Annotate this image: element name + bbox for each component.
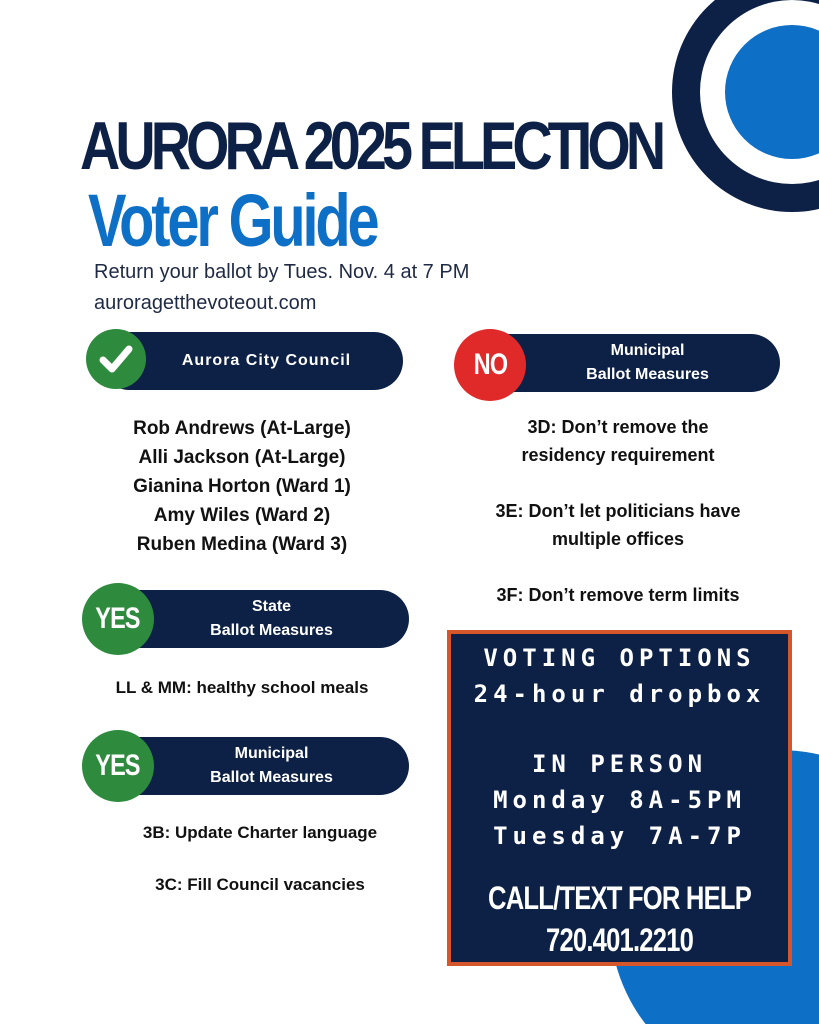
measure-item: LL & MM: healthy school meals: [115, 678, 369, 697]
municipal-no-label-line2: Ballot Measures: [586, 366, 709, 383]
yes-badge-text: YES: [95, 602, 141, 635]
help-phone-number: 720.401.2210: [546, 922, 693, 958]
city-council-label: Aurora City Council: [181, 352, 352, 369]
municipal-no-list: [458, 413, 778, 609]
municipal-yes-label-line2: Ballot Measures: [210, 769, 333, 786]
page-subtitle: Voter Guide: [88, 179, 377, 262]
candidate-item: Alli Jackson (At-Large): [138, 447, 346, 468]
yes-badge-municipal: [82, 730, 154, 802]
candidate-item: Ruben Medina (Ward 3): [136, 534, 348, 555]
monday-hours: Monday 8A-5PM: [493, 786, 746, 814]
page-title: AURORA 2025 ELECTION: [80, 108, 662, 184]
municipal-yes-list: [100, 820, 420, 898]
state-measures-list: [82, 673, 402, 702]
voting-options-box: [447, 630, 792, 966]
no-badge: [454, 329, 526, 401]
candidate-item: Gianina Horton (Ward 1): [133, 476, 351, 497]
yes-badge-state: [82, 583, 154, 655]
voting-options-title: VOTING OPTIONS: [483, 644, 756, 672]
candidate-item: Rob Andrews (At-Large): [133, 418, 351, 439]
yes-badge-text: YES: [95, 749, 141, 782]
measure-item: 3B: Update Charter language: [142, 823, 378, 842]
dropbox-text: 24-hour dropbox: [473, 680, 766, 708]
checkmark-icon: [96, 339, 136, 379]
help-label: CALL/TEXT FOR HELP: [488, 880, 751, 916]
measure-item: 3F: Don’t remove term limits: [496, 585, 740, 605]
no-badge-text: NO: [473, 348, 507, 381]
in-person-heading: IN PERSON: [531, 750, 708, 778]
website-text: auroragetthevoteout.com: [94, 292, 317, 314]
municipal-no-label-line1: Municipal: [610, 342, 685, 359]
measure-item: 3C: Fill Council vacancies: [155, 875, 365, 894]
state-measures-label-line2: Ballot Measures: [210, 622, 333, 639]
return-deadline-text: Return your ballot by Tues. Nov. 4 at 7 PM: [94, 261, 470, 283]
checkmark-badge: [86, 329, 146, 389]
measure-item: 3E: Don’t let politicians have: [495, 501, 741, 521]
measure-item-continued: residency requirement: [521, 445, 715, 465]
measure-item: 3D: Don’t remove the: [527, 417, 709, 437]
state-measures-label-line1: State: [251, 598, 292, 615]
candidate-item: Amy Wiles (Ward 2): [153, 505, 331, 526]
tuesday-hours: Tuesday 7A-7P: [493, 822, 746, 850]
measure-item-continued: multiple offices: [551, 529, 685, 549]
municipal-yes-label-line1: Municipal: [234, 745, 309, 762]
city-council-candidates: [82, 414, 402, 559]
